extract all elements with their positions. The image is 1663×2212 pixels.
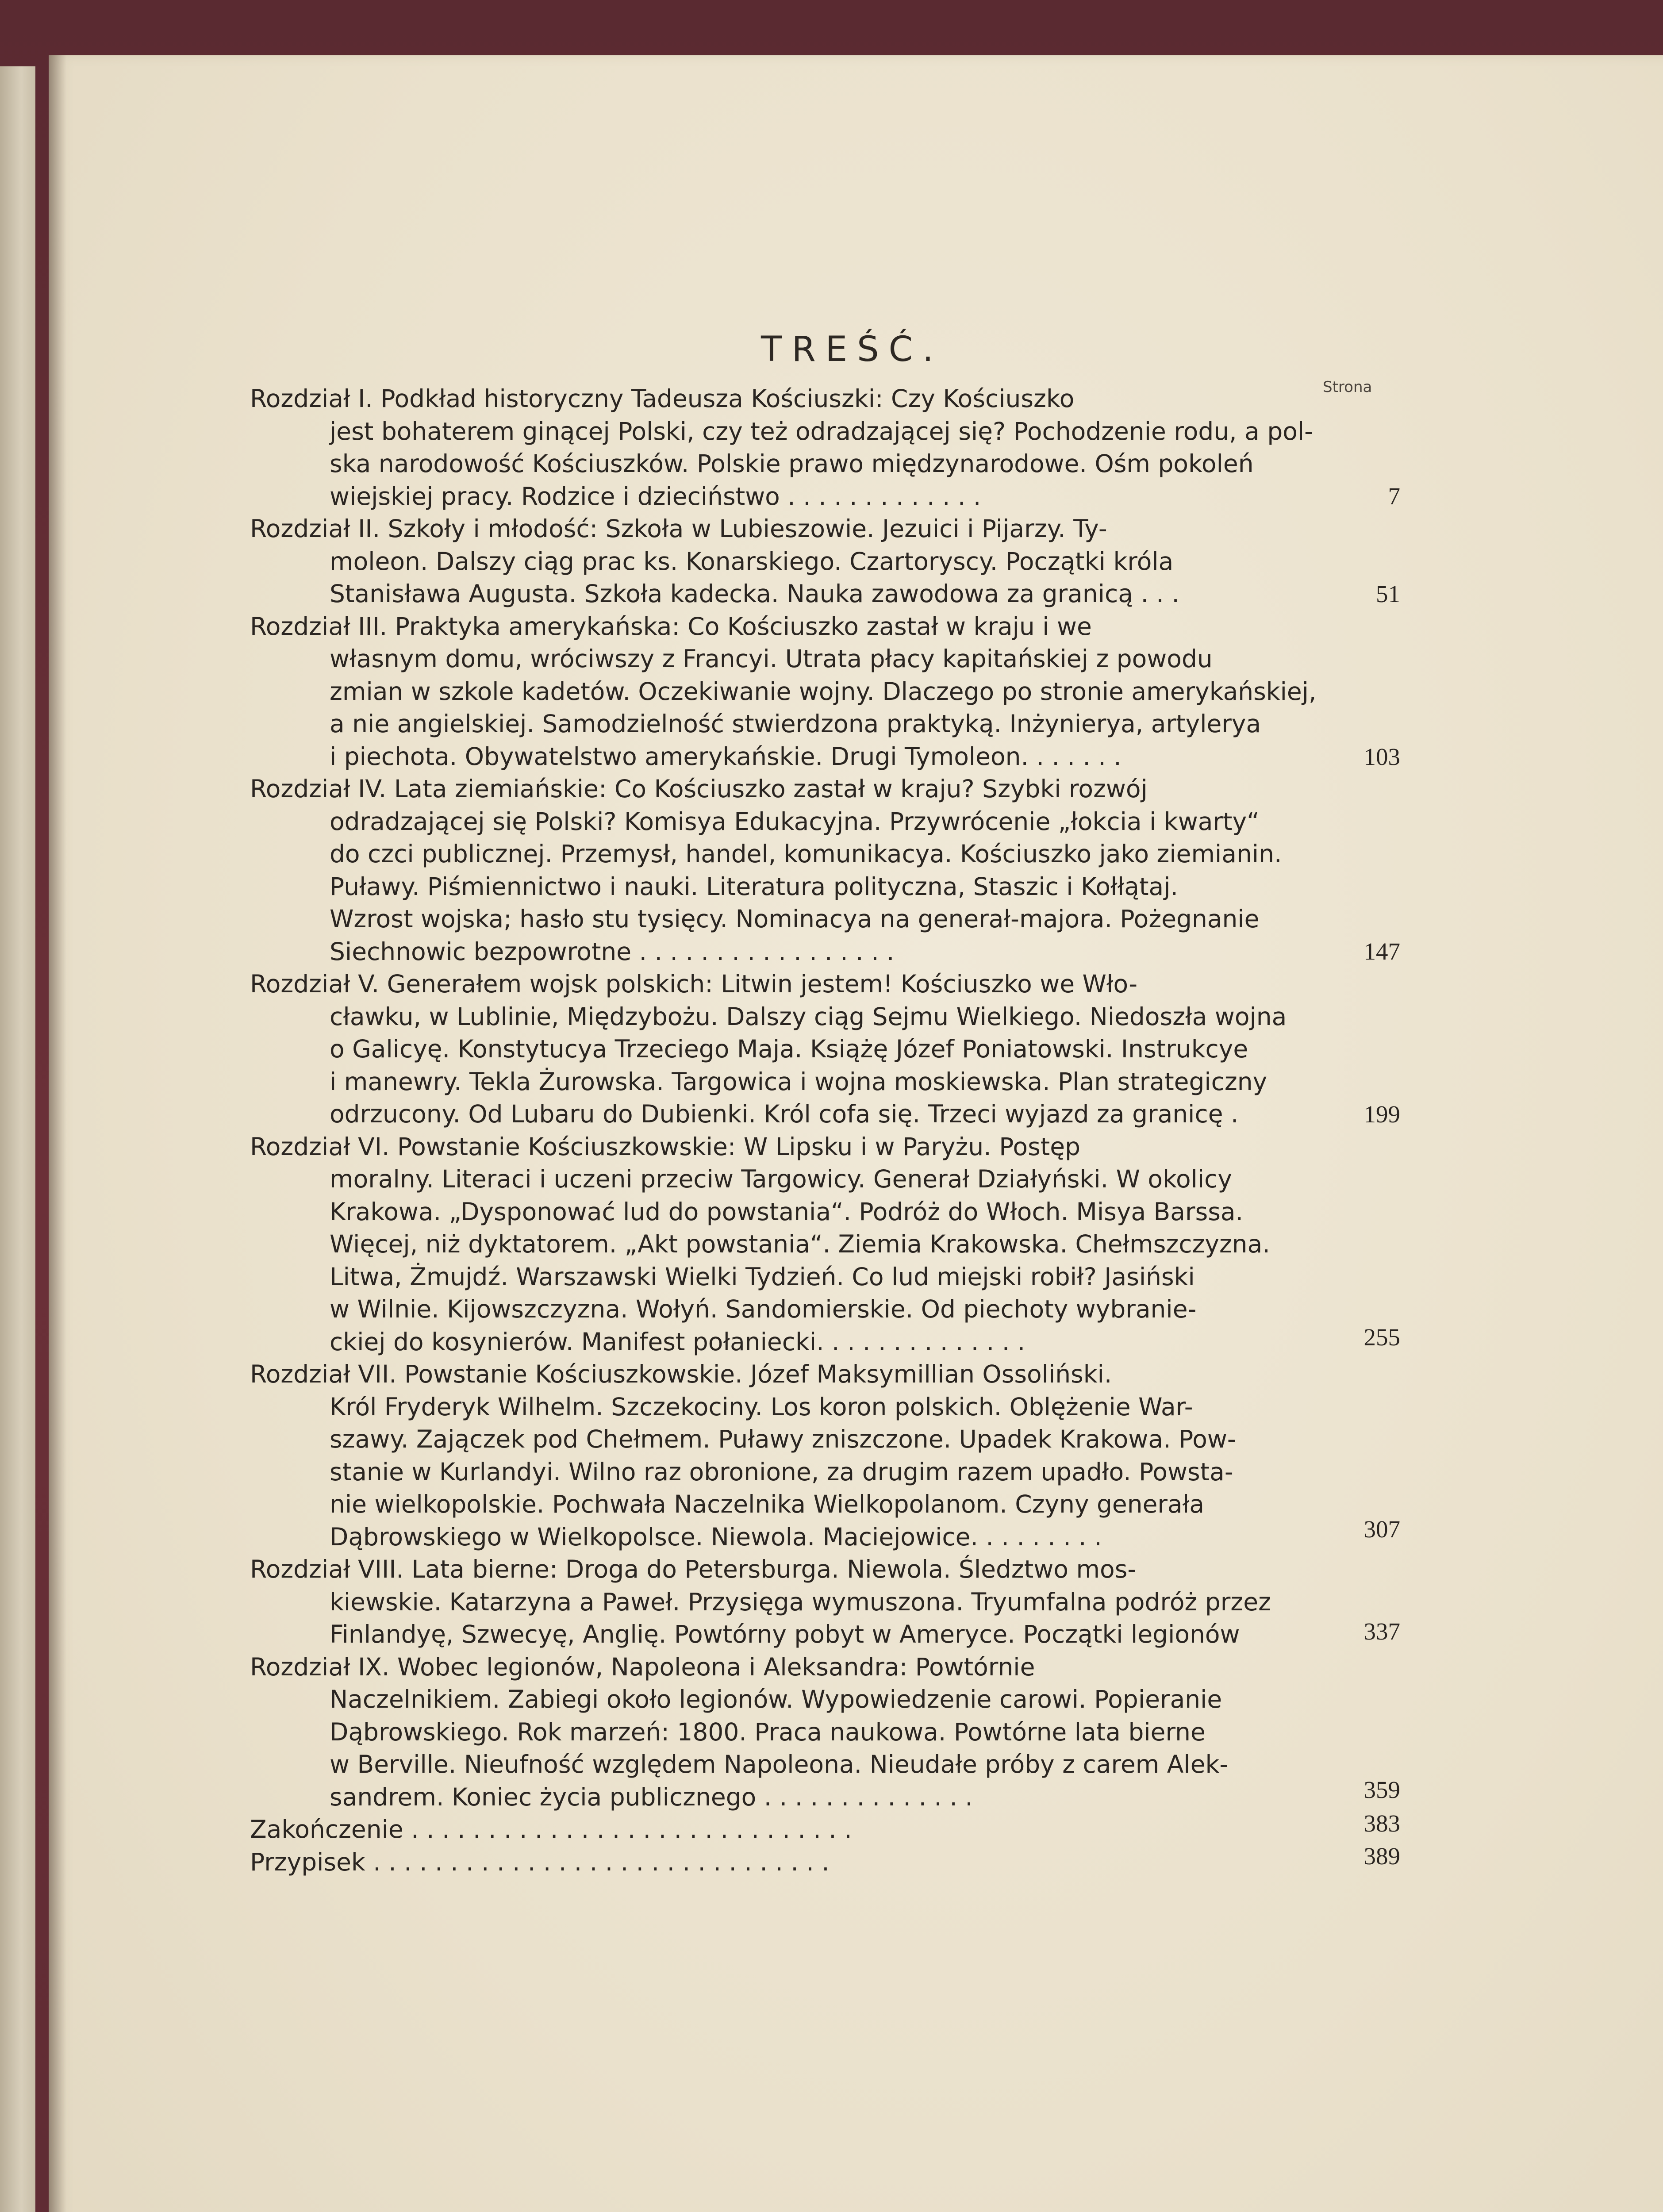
toc-line: a nie angielskiej. Samodzielność stwierdzona praktyką. Inżynierya, artylerya [330,710,1261,738]
toc-entry-conclusion [250,1810,1400,1846]
toc-page-number: 199 [1363,1101,1400,1128]
toc-line: Dąbrowskiego w Wielkopolsce. Niewola. Maciejowice. . . . . . . . . [330,1522,1102,1551]
toc-line: Więcej, niż dyktatorem. „Akt powstania“. Ziemia Krakowska. Chełmszczyzna. [330,1230,1270,1258]
toc-line: i piechota. Obywatelstwo amerykańskie. Drugi Tymoleon. . . . . . . [330,742,1121,771]
toc-line: szawy. Zajączek pod Chełmem. Puławy zniszczone. Upadek Krakowa. Pow- [330,1425,1236,1453]
toc-entry-chapter-7 [250,1358,1400,1553]
toc-line: Rozdział III. Praktyka amerykańska: Co Kościuszko zastał w kraju i we [250,612,1092,641]
toc-line: Siechnowic bezpowrotne . . . . . . . . . . . . . . . . . [330,937,895,966]
toc-page-number: 255 [1363,1323,1400,1351]
toc-entry-chapter-9 [250,1651,1400,1814]
toc-line: stanie w Kurlandyi. Wilno raz obronione, za drugim razem upadło. Powsta- [330,1457,1233,1486]
toc-page-number: 383 [1363,1810,1400,1837]
toc-page-number: 147 [1363,938,1400,965]
toc-line: Rozdział VI. Powstanie Kościuszkowskie: W Lipsku i w Paryżu. Postęp [250,1132,1081,1161]
toc-entry-footnote [250,1842,1400,1879]
page-title: TREŚĆ. [761,330,943,369]
toc-line: nie wielkopolskie. Pochwała Naczelnika Wielkopolanom. Czyny generała [330,1490,1205,1518]
toc-line: w Berville. Nieufność względem Napoleona. Nieudałe próby z carem Alek- [330,1750,1229,1778]
toc-page-number: 337 [1363,1618,1400,1645]
toc-line: wiejskiej pracy. Rodzice i dzieciństwo . . . . . . . . . . . . . [330,482,981,511]
toc-line: Litwa, Żmujdź. Warszawski Wielki Tydzień. Co lud miejski robił? Jasiński [330,1262,1195,1291]
toc-line: Naczelnikiem. Zabiegi około legionów. Wypowiedzenie carowi. Popieranie [330,1685,1222,1713]
toc-entry-chapter-1 [250,383,1400,513]
toc-line: własnym domu, wróciwszy z Francyi. Utrata płacy kapitańskiej z powodu [330,645,1213,673]
toc-page-number: 389 [1363,1842,1400,1870]
toc-entry-chapter-4 [250,773,1400,968]
toc-line: Wzrost wojska; hasło stu tysięcy. Nominacya na generał-majora. Pożegnanie [330,905,1260,933]
page-number-column-label: Strona [1323,378,1372,396]
toc-line: odrzucony. Od Lubaru do Dubienki. Król cofa się. Trzeci wyjazd za granicę . [330,1100,1239,1128]
toc-line: kiewskie. Katarzyna a Paweł. Przysięga wymuszona. Tryumfalna podróż przez [330,1587,1271,1616]
toc-page-number: 7 [1388,483,1400,510]
toc-entry-chapter-3 [250,611,1400,773]
toc-line: zmian w szkole kadetów. Oczekiwanie wojny. Dlaczego po stronie amerykańskiej, [330,677,1317,706]
toc-line: o Galicyę. Konstytucya Trzeciego Maja. Książę Józef Poniatowski. Instrukcye [330,1035,1248,1063]
toc-line: Przypisek . . . . . . . . . . . . . . . . . . . . . . . . . . . . . . [250,1847,830,1876]
toc-page-number: 359 [1363,1776,1400,1803]
toc-line: Finlandyę, Szwecyę, Anglię. Powtórny pobyt w Ameryce. Początki legionów [330,1620,1240,1648]
toc-line: moralny. Literaci i uczeni przeciw Targowicy. Generał Działyński. W okolicy [330,1165,1232,1193]
toc-line: ska narodowość Kościuszków. Polskie prawo międzynarodowe. Ośm pokoleń [330,449,1254,478]
toc-line: jest bohaterem ginącej Polski, czy też odradzającej się? Pochodzenie rodu, a pol- [330,417,1314,445]
toc-line: Król Fryderyk Wilhelm. Szczekociny. Los koron polskich. Oblężenie War- [330,1392,1193,1421]
toc-page-number: 103 [1363,743,1400,770]
toc-line: do czci publicznej. Przemysł, handel, komunikacya. Kościuszko jako ziemianin. [330,840,1282,868]
toc-line: Rozdział VIII. Lata bierne: Droga do Petersburga. Niewola. Śledztwo mos- [250,1555,1137,1583]
toc-entry-chapter-2 [250,513,1400,611]
table-of-contents [250,383,1400,1878]
toc-line: cławku, w Lublinie, Międzybożu. Dalszy ciąg Sejmu Wielkiego. Niedoszła wojna [330,1002,1287,1031]
toc-line: Rozdział V. Generałem wojsk polskich: Litwin jestem! Kościuszko we Wło- [250,970,1138,998]
toc-line: Krakowa. „Dysponować lud do powstania“. Podróż do Włoch. Misya Barssa. [330,1197,1244,1226]
toc-line: Stanisława Augusta. Szkoła kadecka. Nauka zawodowa za granicą . . . [330,580,1179,608]
toc-line: i manewry. Tekla Żurowska. Targowica i wojna moskiewska. Plan strategiczny [330,1067,1267,1096]
toc-line: Zakończenie . . . . . . . . . . . . . . . . . . . . . . . . . . . . . [250,1815,852,1843]
toc-line: Rozdział IX. Wobec legionów, Napoleona i Aleksandra: Powtórnie [250,1652,1035,1681]
toc-line: Rozdział II. Szkoły i młodość: Szkoła w Lubieszowie. Jezuici i Pijarzy. Ty- [250,515,1107,543]
toc-page-number: 307 [1363,1516,1400,1543]
toc-line: Rozdział I. Podkład historyczny Tadeusza Kościuszki: Czy Kościuszko [250,384,1075,413]
toc-line: moleon. Dalszy ciąg prac ks. Konarskiego. Czartoryscy. Początki króla [330,547,1174,576]
toc-line: Rozdział VII. Powstanie Kościuszkowskie. Józef Maksymillian Ossoliński. [250,1360,1112,1388]
toc-line: Puławy. Piśmiennictwo i nauki. Literatura polityczna, Staszic i Kołłątaj. [330,872,1179,901]
toc-line: sandrem. Koniec życia publicznego . . . . . . . . . . . . . . [330,1782,973,1811]
toc-line: w Wilnie. Kijowszczyzna. Wołyń. Sandomierskie. Od piechoty wybranie- [330,1295,1197,1323]
toc-entry-chapter-6 [250,1131,1400,1359]
toc-entry-chapter-8 [250,1553,1400,1651]
toc-line: ckiej do kosynierów. Manifest połaniecki. . . . . . . . . . . . . . [330,1327,1025,1356]
toc-line: odradzającej się Polski? Komisya Edukacyjna. Przywrócenie „łokcia i kwarty“ [330,807,1260,836]
toc-entry-chapter-5 [250,968,1400,1131]
toc-line: Rozdział IV. Lata ziemiańskie: Co Kościuszko zastał w kraju? Szybki rozwój [250,775,1148,803]
toc-line: Dąbrowskiego. Rok marzeń: 1800. Praca naukowa. Powtórne lata bierne [330,1717,1206,1746]
toc-page-number: 51 [1376,580,1400,607]
